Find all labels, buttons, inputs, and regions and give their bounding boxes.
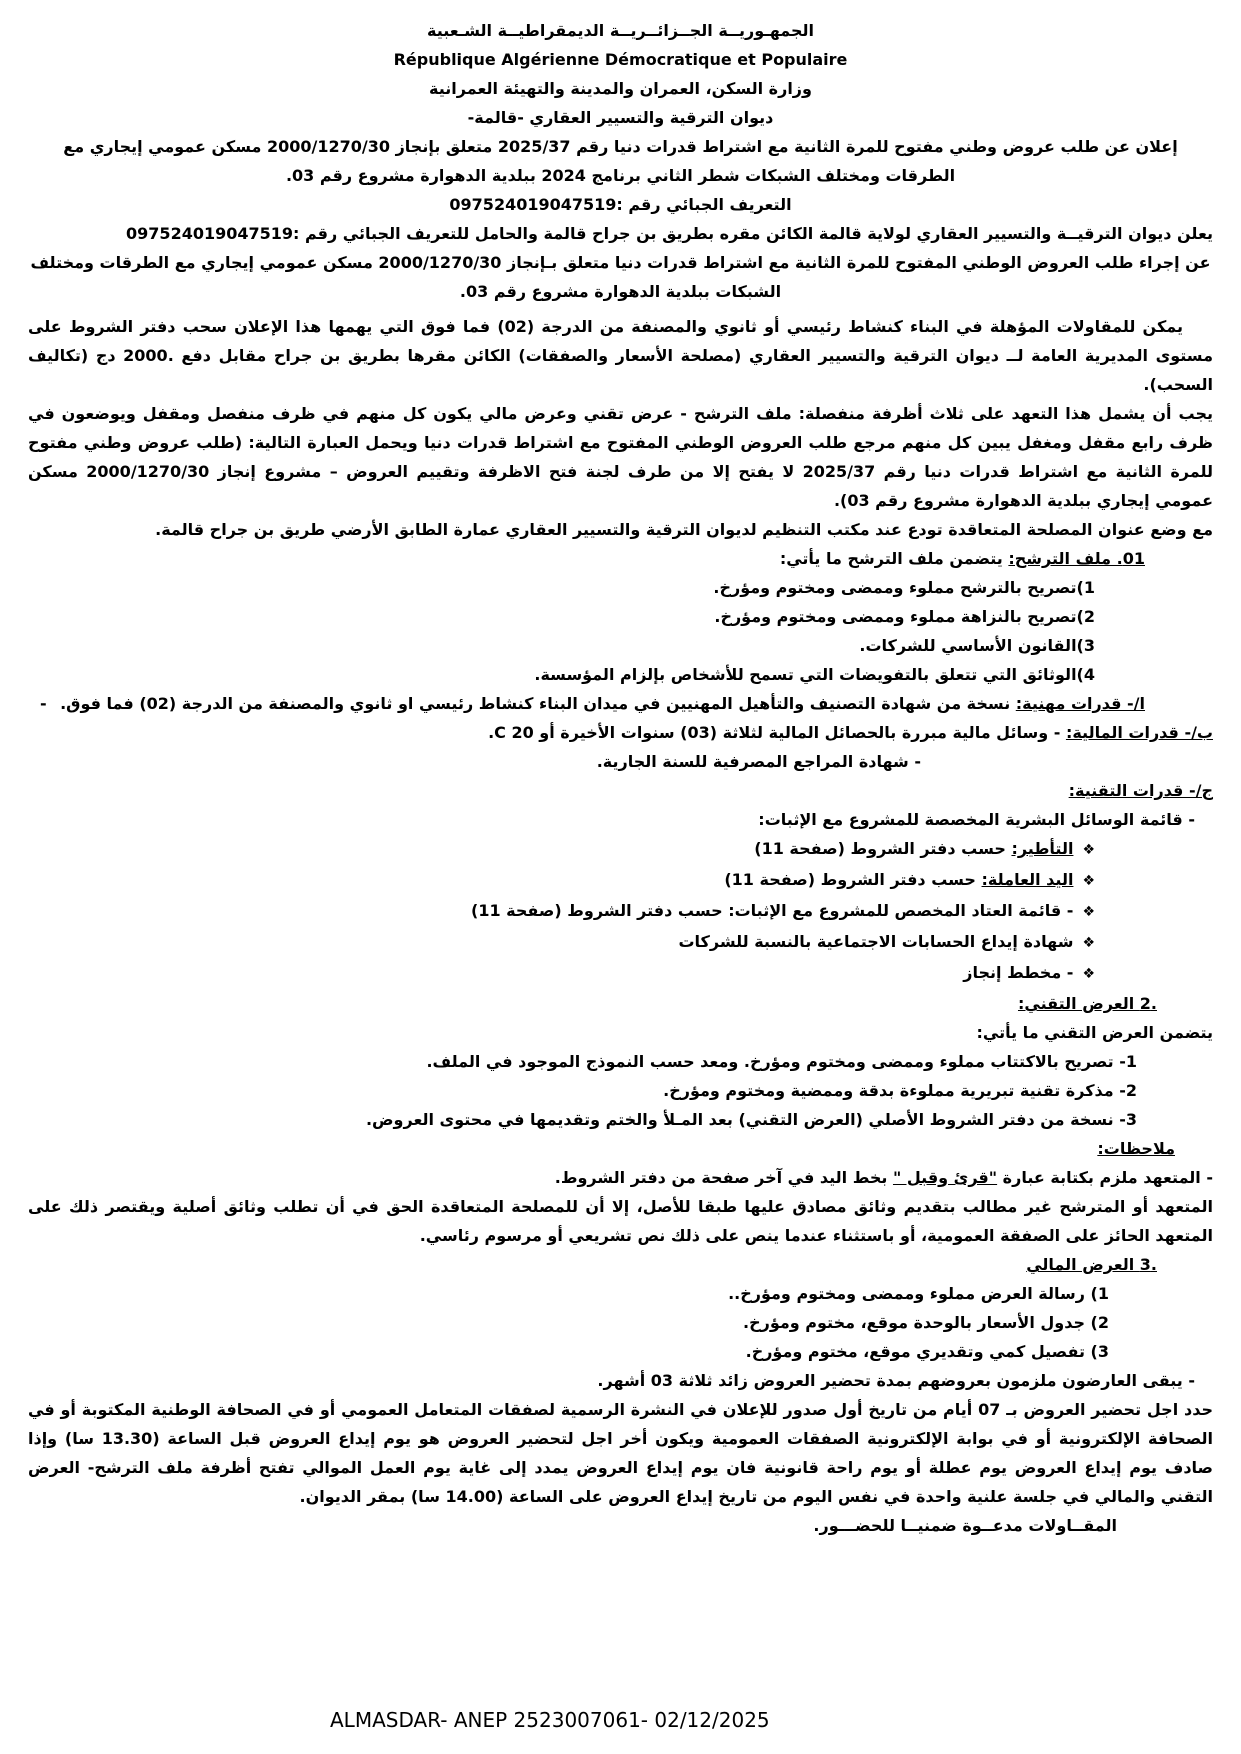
financial-capacities-label: ب/- قدرات المالية:: [1065, 723, 1213, 742]
diamond-bullet-icon: ❖: [1082, 966, 1095, 982]
tax-id-line: التعريف الجبائي رقم :097524019047519: [449, 195, 792, 214]
note-pre-text: - المتعهد ملزم بكتابة عبارة: [997, 1168, 1213, 1187]
technical-capacities-label: ج/- قدرات التقنية:: [1068, 781, 1213, 800]
section3-heading: [28, 1250, 1157, 1279]
financial-offer-item-3: 3) تفصيل كمي وتقديري موقع، مختوم ومؤرخ.: [745, 1342, 1109, 1361]
candidacy-item-4: 4)الوثائق التي تتعلق بالتفويضات التي تسمح للأشخاص بإلزام المؤسسة.: [534, 665, 1095, 684]
financial-offer-item-1: 1) رسالة العرض مملوء وممضى ومختوم ومؤرخ..: [728, 1284, 1109, 1303]
note-certified-docs-paragraph: المتعهد أو المترشح غير مطالب بتقديم وثائق مصادق عليها طبقا للأصل، إلا أن للمصلحة المتعاقدة الحق في أن تطلب وثائق أصلية ويقتصر ذلك على المتعهد الحائز على الصفقة العمومية، أو باستثناء عندما ينص على ذلك نص تشريعي أو مرسوم رئاسي.: [28, 1197, 1213, 1245]
read-approved-phrase: "قرئ وقبل ": [892, 1168, 998, 1187]
framing-text: حسب دفتر الشروط (صفحة 11): [754, 839, 1012, 858]
candidacy-item-1: 1)تصريح بالترشح مملوء وممضى ومختوم ومؤرخ.: [713, 578, 1095, 597]
diamond-item-social-accounts: [28, 927, 1095, 958]
social-accounts-text: شهادة إيداع الحسابات الاجتماعية بالنسبة للشركات: [678, 932, 1074, 951]
professional-capacities-text: نسخة من شهادة التصنيف والتأهيل المهنيين في ميدان البناء كنشاط رئيسي او ثانوي والمصنفة من الدرجة (02) فما فوق.: [60, 694, 1016, 713]
section1-heading-rest: يتضمن ملف الترشح ما يأتي:: [779, 549, 1009, 568]
section3-heading-underline: .3 العرض المالي: [1026, 1255, 1157, 1274]
validity-line: - يبقى العارضون ملزمون بعروضهم بمدة تحضير العروض زائد ثلاثة 03 أشهر.: [597, 1371, 1195, 1390]
diamond-bullet-icon: ❖: [1082, 842, 1095, 858]
notes-heading: [28, 1134, 1175, 1163]
notes-heading-underline: ملاحظات:: [1097, 1139, 1175, 1158]
technical-offer-intro: يتضمن العرض التقني ما يأتي:: [976, 1023, 1213, 1042]
workforce-text: حسب دفتر الشروط (صفحة 11): [724, 870, 982, 889]
deadline-paragraph: حدد اجل تحضير العروض بـ 07 أيام من تاريخ أول صدور للإعلان في النشرة الرسمية لصفقات المتعامل العمومي أو في الصحافة الوطنية المكتوبة أو في الصحافة الإلكترونية أو في بوابة الإلكترونية الصفقات العمومية ويكون أخر اجل لتحضير العروض هو يوم إيداع العروض قبل الساعة (13.30 سا) وإذا صادف يوم إيداع العروض يوم عطلة أو يوم راحة قانونية فان يوم إيداع العروض يمدد إلى غاية يوم العمل الموالي تفتح أظرفة ملف الترشح- العرض التقني والمالي في جلسة علنية واحدة في نفس اليوم من تاريخ إيداع العروض على الساعة (14.00 سا) بمقر الديوان.: [28, 1400, 1214, 1506]
financial-capacities-text: - وسائل مالية مبررة بالحصائل المالية لثلاثة (03) سنوات الأخيرة أو C 20.: [488, 723, 1066, 742]
candidacy-item-3: 3)القانون الأساسي للشركات.: [859, 636, 1095, 655]
workforce-label: اليد العاملة:: [981, 870, 1074, 889]
invitation-line: المقــاولات مدعــوة ضمنيــا للحضـــور.: [813, 1516, 1117, 1535]
diamond-item-equipment: [28, 896, 1095, 927]
framing-label: التأطير:: [1011, 839, 1074, 858]
note-handwritten-line: [28, 1163, 1213, 1192]
footer-credit: ALMASDAR- ANEP 2523007061- 02/12/2025: [330, 1708, 770, 1732]
diamond-bullet-icon: ❖: [1082, 935, 1095, 951]
plan-text: - مخطط إنجاز: [963, 963, 1074, 982]
candidacy-item-2: 2)تصريح بالنزاهة مملوء وممضى ومختوم ومؤرخ.: [714, 607, 1095, 626]
header-office: ديوان الترقية والتسيير العقاري -قالمة-: [467, 108, 774, 127]
header-country-ar: الجمهـوريــة الجــزائــريــة الديمقراطيــة الشـعبية: [426, 21, 815, 40]
envelopes-paragraph: يجب أن يشمل هذا التعهد على ثلاث أظرفة منفصلة: ملف الترشح - عرض تقني وعرض مالي يكون كل منهم في ظرف منفصل ومقفل ويوضعون في ظرف رابع مقفل ومغفل يبين كل منهم مرجع طلب العروض الوطني المفتوح مع اشتراط قدرات دنيا ويحمل العبارة التالية: (طلب عروض وطني مفتوح للمرة الثانية مع اشتراط قدرات دنيا رقم 2025/37 لا يفتح إلا من طرف لجنة فتح الاظرفة وتقييم العروض – مشروع إنجاز 2000/1270/30 مسكن عمومي إيجاري ببلدية الدهوارة مشروع رقم 03).: [28, 404, 1213, 510]
announcement-title: إعلان عن طلب عروض وطني مفتوح للمرة الثانية مع اشتراط قدرات دنيا رقم 2025/37 متعلق بإنجاز 2000/1270/30 مسكن عمومي إيجاري مع الطرقات ومختلف الشبكات شطر الثاني برنامج 2024 ببلدية الدهوارة مشروع رقم 03.: [63, 137, 1178, 185]
financial-capacities-line: [28, 718, 1213, 747]
technical-offer-item-3: 3- نسخة من دفتر الشروط الأصلي (العرض التقني) بعد المـلأ والختم وتقديمها في محتوى العروض.: [365, 1110, 1137, 1129]
technical-offer-item-2: 2- مذكرة تقنية تبريرية مملوءة بدقة وممضية ومختوم ومؤرخ.: [663, 1081, 1137, 1100]
section2-heading-underline: .2 العرض التقني:: [1017, 994, 1157, 1013]
diamond-item-plan: [28, 958, 1095, 989]
section1-heading: [28, 544, 1145, 573]
intro-line-1: يعلن ديوان الترقيــة والتسيير العقاري لولاية قالمة الكائن مقره بطريق بن جراح قالمة والحامل للتعريف الجبائي رقم :097524019047519: [126, 224, 1213, 243]
human-resources-line: - قائمة الوسائل البشرية المخصصة للمشروع مع الإثبات:: [758, 810, 1195, 829]
intro-line-2: عن إجراء طلب العروض الوطني المفتوح للمرة الثانية مع اشتراط قدرات دنيا متعلق بـإنجاز 2000/1270/30 مسكن عمومي إيجاري مع الطرقات ومختلف الشبكات ببلدية الدهوارة مشروع رقم 03.: [30, 253, 1211, 301]
diamond-bullet-icon: ❖: [1082, 873, 1095, 889]
section2-heading: [28, 989, 1157, 1018]
address-line: مع وضع عنوان المصلحة المتعاقدة تودع عند مكتب التنظيم لديوان الترقية والتسيير العقاري عمارة الطابق الأرضي طريق بن جراح قالمة.: [155, 520, 1213, 539]
technical-offer-item-1: 1- تصريح بالاكتتاب مملوء وممضى ومختوم ومؤرخ. ومعد حسب النموذج الموجود في الملف.: [426, 1052, 1137, 1071]
bank-reference-line: - شهادة المراجع المصرفية للسنة الجارية.: [596, 752, 921, 771]
professional-capacities-label: ا/- قدرات مهنية:: [1015, 694, 1145, 713]
equipment-text: - قائمة العتاد المخصص للمشروع مع الإثبات: حسب دفتر الشروط (صفحة 11): [471, 901, 1074, 920]
section1-heading-underline: 01. ملف الترشح:: [1008, 549, 1145, 568]
financial-offer-item-2: 2) جدول الأسعار بالوحدة موقع، مختوم ومؤرخ.: [743, 1313, 1109, 1332]
header-ministry: وزارة السكن، العمران والمدينة والتهيئة العمرانية: [429, 79, 812, 98]
technical-capacities-heading: [28, 776, 1213, 805]
professional-capacities-line: [28, 689, 1145, 718]
eligibility-paragraph: يمكن للمقاولات المؤهلة في البناء كنشاط رئيسي أو ثانوي والمصنفة من الدرجة (02) فما فوق التي يهمها هذا الإعلان سحب دفتر الشروط على مستوى المديرية العامة لــ ديوان الترقية والتسيير العقاري (مصلحة الأسعار والصفقات) الكائن مقرها بطريق بن جراح مقابل دفع .2000 دج (تكاليف السحب).: [28, 317, 1213, 394]
diamond-bullet-icon: ❖: [1082, 904, 1095, 920]
diamond-item-framing: [28, 834, 1095, 865]
note-post-text: بخط اليد في آخر صفحة من دفتر الشروط.: [554, 1168, 893, 1187]
diamond-item-workforce: [28, 865, 1095, 896]
dash-bullet-icon: -: [40, 694, 47, 713]
header-country-fr: République Algérienne Démocratique et Populaire: [393, 50, 848, 69]
